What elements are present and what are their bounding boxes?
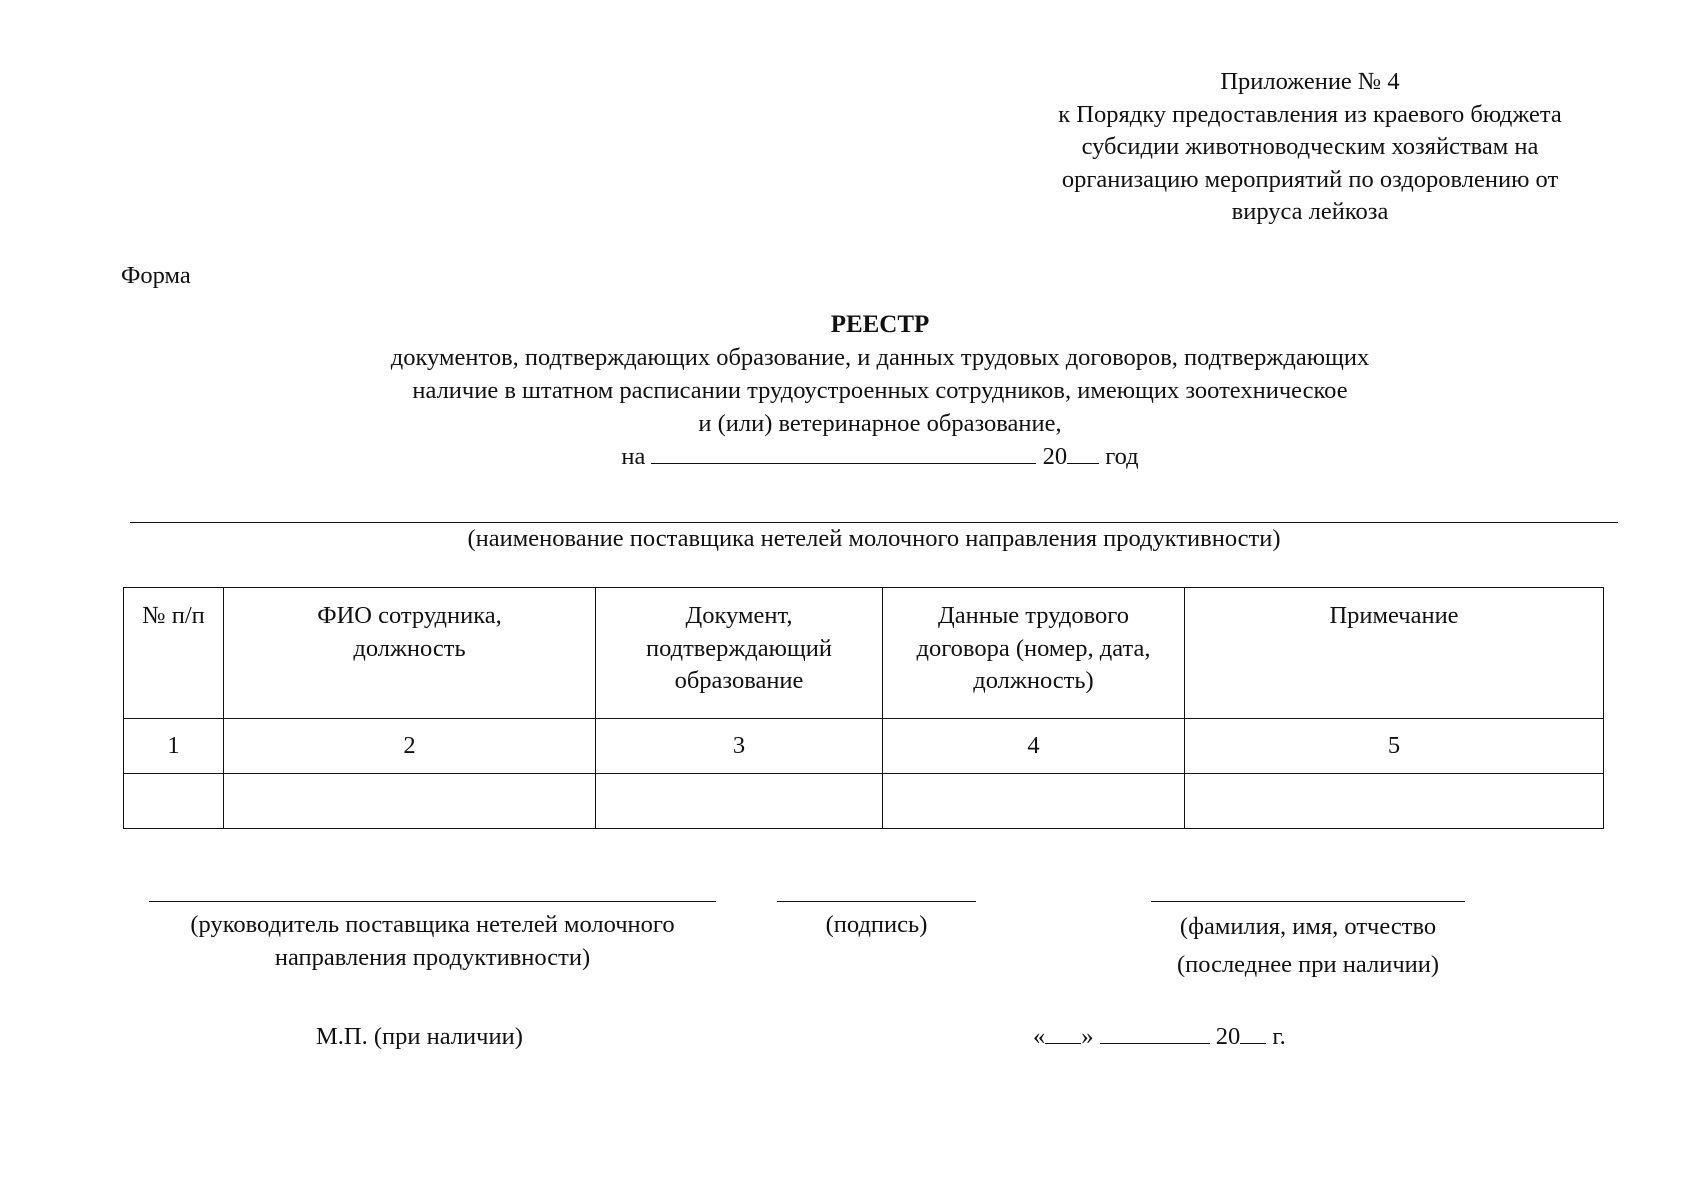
table-cell[interactable] [596,774,883,829]
supplier-name-line[interactable] [130,522,1618,523]
column-number: 3 [596,719,883,774]
year-blank[interactable] [1240,1043,1266,1044]
appendix-line: Приложение № 4 [1220,68,1400,95]
head-caption [120,908,745,974]
column-number: 2 [224,719,596,774]
document-title [280,308,1480,473]
head-caption-line: направления продуктивности) [274,944,591,971]
date-open-quote: « [1033,1023,1046,1050]
column-number: 1 [124,719,224,774]
appendix-line: субсидии животноводческим хозяйствам на [1081,133,1539,160]
appendix-header [1000,66,1620,229]
day-blank[interactable] [1045,1043,1081,1044]
title-line: и (или) ветеринарное образование, [698,410,1062,437]
table-cell[interactable] [1185,774,1604,829]
table-row [124,774,1604,829]
header-note: Примечание [1185,588,1604,719]
name-line[interactable] [1151,901,1465,902]
date-line [1033,1023,1286,1051]
head-signature-line[interactable] [149,901,716,902]
column-number: 5 [1185,719,1604,774]
period-blank[interactable] [651,463,1036,464]
period-suffix: год [1105,443,1139,470]
signature-caption: (подпись) [825,911,928,938]
column-number: 4 [883,719,1185,774]
appendix-line: к Порядку предоставления из краевого бюджета [1058,100,1562,128]
period-year-blank[interactable] [1067,463,1099,464]
form-label: Форма [121,262,191,289]
period-line [280,440,1480,473]
title-line: наличие в штатном расписании трудоустроенных сотрудников, имеющих зоотехническое [412,377,1348,404]
signature-line[interactable] [777,901,976,902]
header-employee: ФИО сотрудника, должность [224,588,596,719]
stamp-label: М.П. (при наличии) [316,1023,523,1050]
table-cell[interactable] [224,774,596,829]
header-employment-contract: Данные трудового договора (номер, дата, должность) [883,588,1185,719]
name-caption [1108,908,1508,984]
date-year-prefix: 20 [1215,1023,1241,1050]
title-line: документов, подтверждающих образование, и данных трудовых договоров, подтверждающих [390,344,1370,371]
header-number: № п/п [124,588,224,719]
appendix-line: организацию мероприятий по оздоровлению от [1061,165,1559,193]
registry-table [123,587,1604,829]
period-year-prefix: 20 [1042,443,1068,470]
name-caption-line: (последнее при наличии) [1176,951,1440,978]
table-cell[interactable] [883,774,1185,829]
table-header-row [124,588,1604,719]
month-blank[interactable] [1100,1043,1210,1044]
name-caption-line: (фамилия, имя, отчество [1179,913,1437,940]
date-close-quote: » [1081,1023,1094,1050]
period-prefix: на [621,443,646,470]
head-caption-line: (руководитель поставщика нетелей молочного [190,911,675,938]
table-number-row [124,719,1604,774]
table-cell[interactable] [124,774,224,829]
title-heading: РЕЕСТР [830,311,930,338]
header-education-document: Документ, подтверждающий образование [596,588,883,719]
supplier-caption: (наименование поставщика нетелей молочного направления продуктивности) [467,525,1281,552]
appendix-line: вируса лейкоза [1231,198,1389,225]
date-suffix: г. [1272,1023,1286,1050]
